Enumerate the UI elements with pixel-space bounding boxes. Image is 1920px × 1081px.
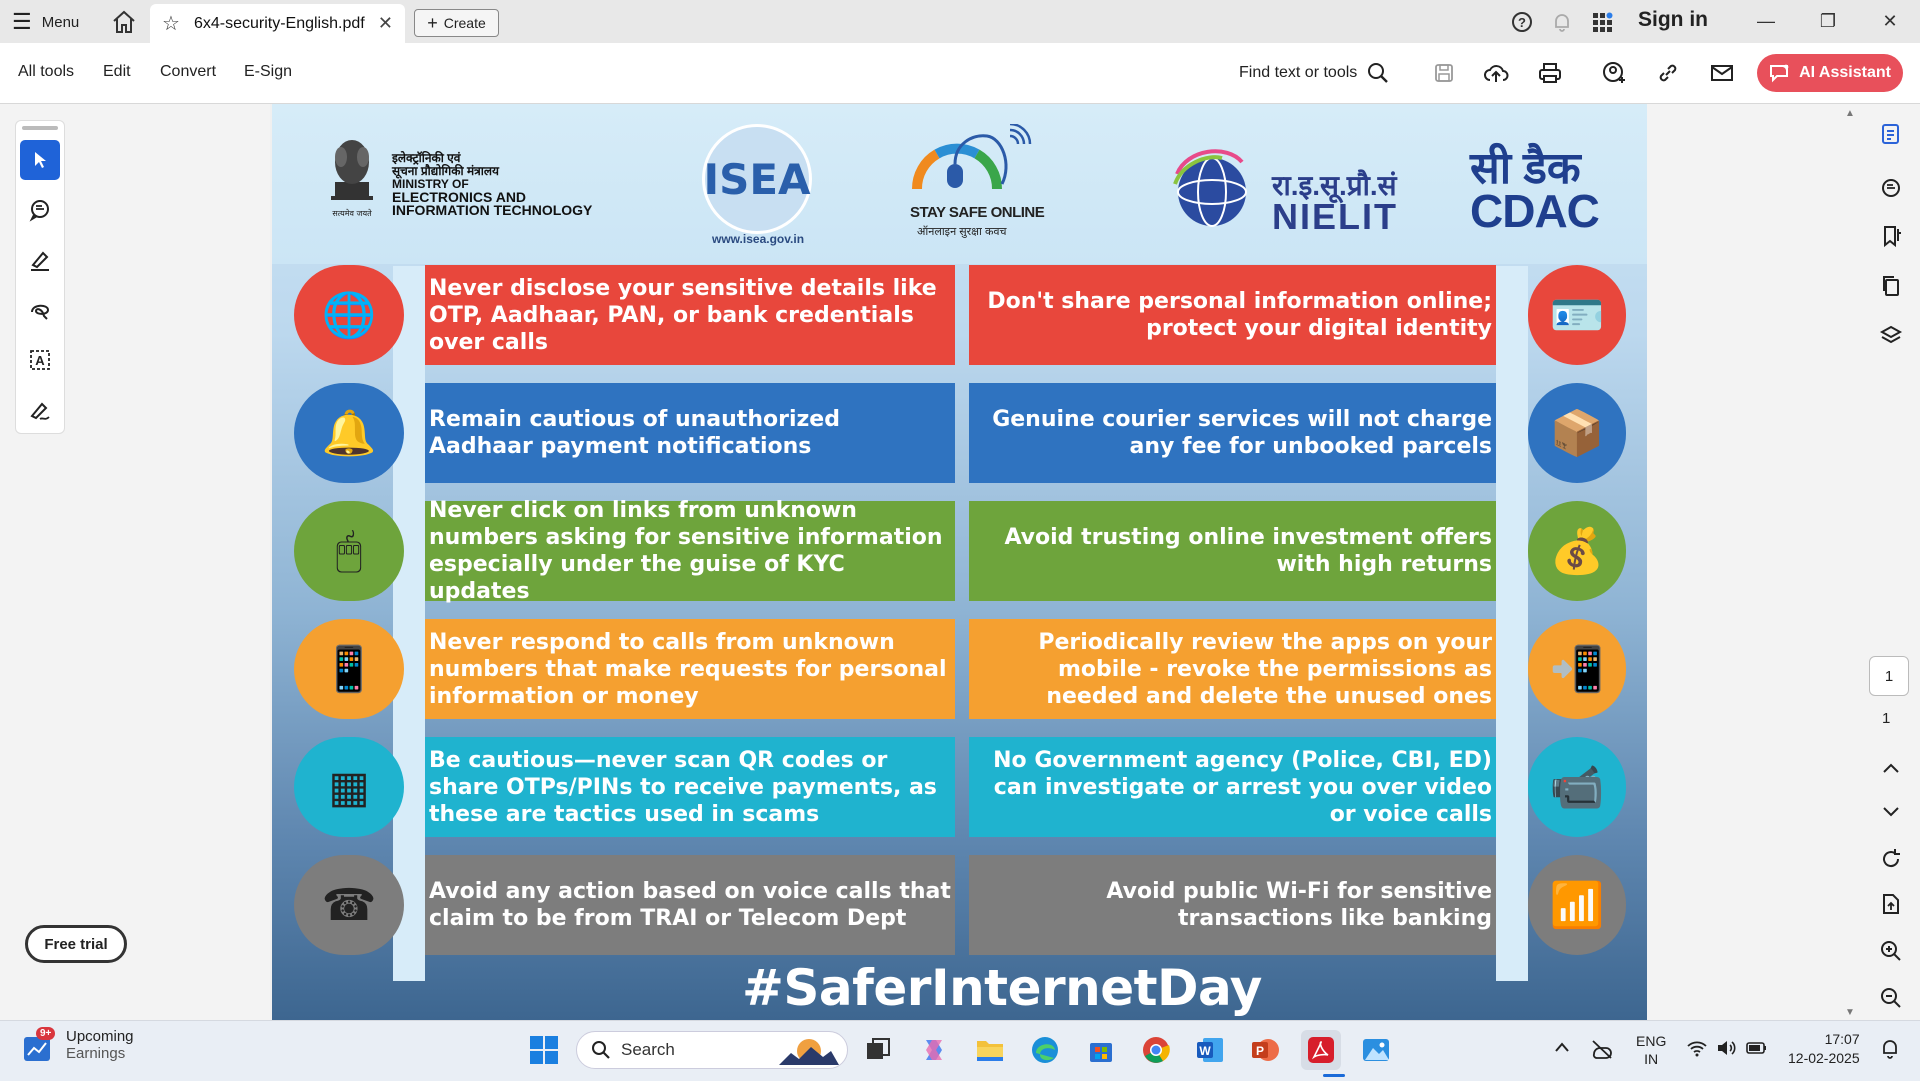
courier-scam-icon: 📦: [1549, 409, 1605, 458]
close-window-icon[interactable]: ✕: [1882, 10, 1898, 31]
widget-title: Upcoming: [66, 1028, 134, 1045]
meity-line-2: ELECTRONICS AND: [392, 189, 527, 205]
restore-icon[interactable]: ❐: [1819, 10, 1837, 31]
ai-assistant-label: AI Assistant: [1799, 64, 1891, 81]
meity-logo-text: [392, 152, 592, 217]
safety-tip-right: Genuine courier services will not charge any fee for unbooked parcels: [969, 383, 1496, 483]
battery-icon[interactable]: [1746, 1040, 1768, 1061]
word-app-icon[interactable]: [1190, 1030, 1230, 1070]
share-user-icon[interactable]: [1598, 58, 1630, 88]
national-emblem-logo: [317, 132, 387, 222]
acrobat-app-icon[interactable]: [1301, 1030, 1341, 1070]
cdac-text: CDAC: [1470, 185, 1599, 237]
upload-cloud-icon[interactable]: [1480, 58, 1512, 88]
isea-url: www.isea.gov.in: [712, 232, 805, 246]
video-arrest-icon: 📹: [1549, 763, 1605, 812]
svg-text:P: P: [1255, 1044, 1265, 1058]
home-button[interactable]: [110, 8, 138, 36]
layers-icon[interactable]: [1875, 320, 1907, 352]
emblem-motto: सत्यमेव जयते: [332, 209, 372, 218]
meity-hindi-1: इलेक्ट्रॉनिकी एवं: [392, 151, 461, 165]
safety-tip-right: Avoid public Wi-Fi for sensitive transactions like banking: [969, 855, 1496, 955]
find-tools[interactable]: [1239, 62, 1389, 84]
clock-time: 17:07: [1824, 1031, 1860, 1047]
nielit-text: NIELIT: [1272, 196, 1398, 237]
vertical-scrollbar[interactable]: ▲ ▼: [1845, 108, 1855, 1018]
safety-tip-left: Remain cautious of unauthorized Aadhaar payment notifications: [425, 383, 955, 483]
free-trial-button[interactable]: Free trial: [25, 925, 127, 963]
widget-badge: 9+: [36, 1027, 55, 1040]
print-icon[interactable]: [1534, 58, 1566, 88]
pages-icon[interactable]: [1875, 270, 1907, 302]
comments-panel-icon[interactable]: [1875, 172, 1907, 204]
sign-tool-icon[interactable]: [20, 390, 60, 430]
comment-tool-icon[interactable]: [20, 190, 60, 230]
link-icon[interactable]: [1652, 58, 1684, 88]
ai-assistant-button[interactable]: [1757, 54, 1903, 92]
minimize-icon[interactable]: —: [1757, 10, 1775, 31]
powerpoint-app-icon[interactable]: [1245, 1030, 1285, 1070]
widgets-button[interactable]: [22, 1027, 134, 1063]
nielit-globe-logo: [1167, 144, 1257, 234]
qr-code-warning-icon: ▦: [328, 762, 370, 812]
start-button[interactable]: [524, 1030, 564, 1070]
highlight-tool-icon[interactable]: [20, 240, 60, 280]
clock-date: 12-02-2025: [1788, 1050, 1860, 1066]
pdf-page: [272, 104, 1647, 1020]
photos-app-icon[interactable]: [1356, 1030, 1396, 1070]
zoom-in-icon[interactable]: [1875, 935, 1907, 967]
menu-all-tools[interactable]: All tools: [18, 63, 75, 80]
show-hidden-icons[interactable]: [1554, 1040, 1570, 1058]
globe-info-icon: 🌐: [321, 291, 377, 340]
investment-money-icon: 💰: [1549, 527, 1605, 576]
search-placeholder: Search: [621, 1040, 675, 1059]
mail-icon[interactable]: [1706, 58, 1738, 88]
apps-grid-icon[interactable]: [1590, 10, 1614, 34]
safety-tip-right: Don't share personal information online; protect your digital identity: [969, 265, 1496, 365]
menu-button[interactable]: [12, 8, 79, 36]
create-label: Create: [443, 15, 486, 31]
windows-logo-icon: [529, 1035, 559, 1065]
menu-convert[interactable]: Convert: [160, 63, 217, 80]
widget-subtitle: Earnings: [66, 1045, 126, 1062]
task-view-icon[interactable]: [858, 1030, 898, 1070]
phone-question-icon: 📱: [321, 645, 377, 694]
bell-icon[interactable]: [1550, 10, 1574, 34]
isea-logo-text: ISEA: [703, 154, 811, 204]
stay-safe-online-logo: [902, 124, 1032, 204]
notifications-icon[interactable]: [1880, 1038, 1900, 1065]
chevron-down-icon[interactable]: [1875, 796, 1907, 828]
phone-scam-icon: ☎: [321, 880, 377, 930]
language-code: ENG: [1636, 1033, 1667, 1049]
windows-taskbar: [0, 1020, 1920, 1081]
click-link-icon: 🖱: [335, 526, 363, 575]
wifi-icon[interactable]: [1686, 1038, 1708, 1063]
file-explorer-icon[interactable]: [970, 1030, 1010, 1070]
safety-tip-left: Never disclose your sensitive details like OTP, Aadhaar, PAN, or bank credentials over calls: [425, 265, 955, 365]
hamburger-icon: ☰: [12, 9, 32, 34]
find-label: Find text or tools: [1239, 64, 1358, 81]
menu-edit[interactable]: Edit: [103, 63, 131, 80]
microsoft-store-icon[interactable]: [1081, 1030, 1121, 1070]
safety-tip-left: Never respond to calls from unknown numbers that make requests for personal information or money: [425, 619, 955, 719]
alert-bell-icon: 🔔: [321, 409, 377, 458]
region-code: IN: [1644, 1051, 1659, 1067]
copilot-icon[interactable]: [914, 1030, 954, 1070]
edge-browser-icon[interactable]: [1025, 1030, 1065, 1070]
chevron-up-icon[interactable]: [1875, 752, 1907, 784]
rotate-icon[interactable]: [1875, 843, 1907, 875]
svg-text:?: ?: [1518, 15, 1526, 30]
select-tool-icon[interactable]: [20, 140, 60, 180]
tab-title: 6x4-security-English.pdf: [193, 14, 365, 32]
export-pdf-icon[interactable]: [1875, 118, 1907, 150]
nielit-hindi: रा.इ.सू.प्रौ.सं: [1272, 170, 1397, 201]
help-icon[interactable]: [1510, 10, 1534, 34]
safety-tip-right: Periodically review the apps on your mobile - revoke the permissions as needed and delete the unused ones: [969, 619, 1496, 719]
taskbar-search[interactable]: [576, 1031, 848, 1069]
svg-text:A: A: [35, 353, 45, 368]
safety-tip-left: Avoid any action based on voice calls that claim to be from TRAI or Telecom Dept: [425, 855, 955, 955]
svg-text:W: W: [1199, 1044, 1211, 1058]
safety-tip-left: Be cautious—never scan QR codes or share OTPs/PINs to receive payments, as these are tactics used in scams: [425, 737, 955, 837]
public-wifi-icon: 📶: [1549, 881, 1605, 930]
save-icon[interactable]: [1428, 58, 1460, 88]
plus-icon: +: [427, 12, 438, 33]
search-icon: [1367, 62, 1389, 84]
menu-label: Menu: [41, 13, 80, 31]
volume-icon[interactable]: [1716, 1038, 1738, 1063]
star-icon[interactable]: ☆: [162, 13, 180, 35]
hashtag-title: #SaferInternetDay: [742, 959, 1262, 1017]
text-box-tool-icon[interactable]: [20, 340, 60, 380]
sign-in-link[interactable]: Sign in: [1638, 8, 1708, 31]
system-clock[interactable]: [1788, 1030, 1860, 1068]
zoom-out-icon[interactable]: [1875, 982, 1907, 1014]
ai-assistant-icon: [1769, 63, 1791, 83]
page-fit-icon[interactable]: [1875, 888, 1907, 920]
document-tab[interactable]: [150, 4, 405, 43]
stay-safe-online-title: STAY SAFE ONLINE: [910, 204, 1045, 221]
mobile-apps-icon: 📲: [1549, 645, 1605, 694]
home-icon: [110, 8, 138, 36]
current-page-input[interactable]: 1: [1869, 656, 1909, 696]
safety-tip-right: No Government agency (Police, CBI, ED) can investigate or arrest you over video or voice calls: [969, 737, 1496, 837]
safety-tip-right: Avoid trusting online investment offers with high returns: [969, 501, 1496, 601]
chrome-browser-icon[interactable]: [1136, 1030, 1176, 1070]
search-highlight-image-icon: [779, 1035, 839, 1065]
isea-logo: [702, 124, 812, 234]
create-button[interactable]: [414, 9, 499, 37]
language-indicator[interactable]: [1636, 1032, 1666, 1068]
stay-safe-online-hindi: ऑनलाइन सुरक्षा कवच: [917, 226, 1007, 238]
close-tab-icon[interactable]: ✕: [377, 13, 393, 33]
network-offline-icon[interactable]: [1590, 1038, 1614, 1065]
total-pages: 1: [1882, 710, 1891, 727]
meity-line-3: INFORMATION TECHNOLOGY: [392, 202, 593, 218]
draw-tool-icon[interactable]: [20, 290, 60, 330]
active-app-indicator: [1323, 1074, 1345, 1077]
meity-line-1: MINISTRY OF: [392, 177, 469, 191]
search-icon: [591, 1040, 611, 1060]
bookmark-icon[interactable]: [1875, 220, 1907, 252]
cdac-hindi: सी डैक: [1470, 144, 1581, 193]
meity-hindi-2: सूचना प्रौद्योगिकी मंत्रालय: [392, 164, 499, 178]
safety-tip-left: Never click on links from unknown numbers asking for sensitive information especially under the guise of KYC updates: [425, 501, 955, 601]
identity-card-shield-icon: 🪪: [1549, 291, 1605, 340]
menu-esign[interactable]: E-Sign: [244, 63, 293, 80]
